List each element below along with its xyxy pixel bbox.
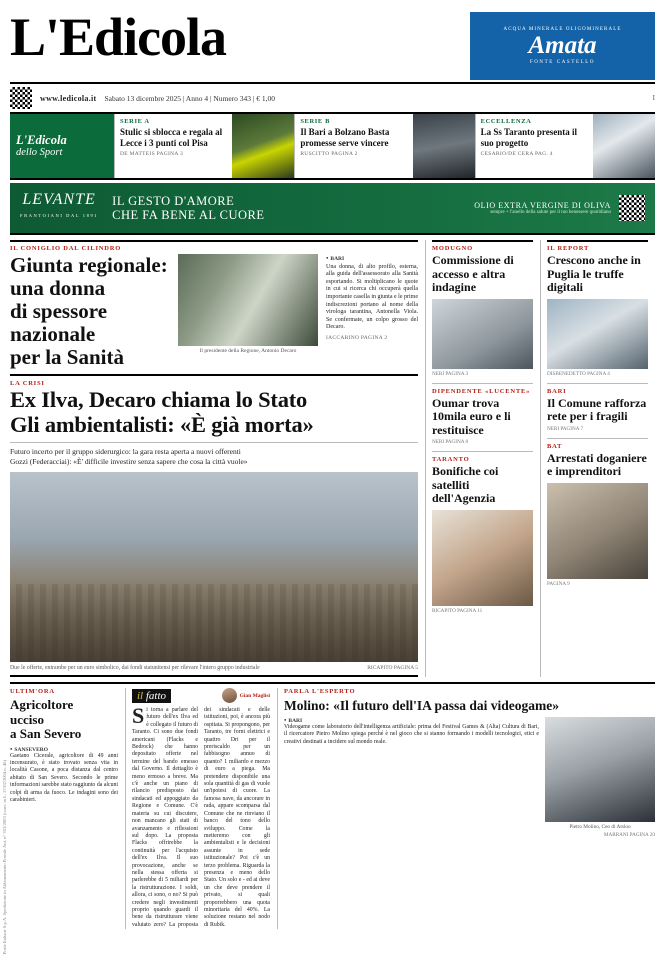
comment-logo-prefix: il: [137, 689, 144, 702]
mid-headline[interactable]: Bonifiche coi satelliti dell'Agenzia: [432, 464, 499, 505]
expert-headline[interactable]: Molino: «Il futuro dell'IA passa dai videogame»: [284, 698, 560, 713]
sport-headline[interactable]: Stulic si sblocca e regala al Lecce i 3 punti col Pisa: [120, 127, 223, 148]
lead-kicker: IL CONIGLIO DAL CILINDRO: [10, 245, 122, 252]
masthead: [10, 0, 655, 80]
ad-slogan-line2: CHE FA BENE AL CUORE: [112, 208, 265, 222]
crisis-article: [10, 374, 418, 677]
expert-article: [277, 688, 655, 929]
expert-figure: [545, 717, 655, 838]
expert-body-wrap: [284, 717, 655, 838]
ad-top-text: ACQUA MINERALE OLIGOMINERALE: [503, 27, 622, 32]
mid-article-2[interactable]: [432, 383, 533, 446]
lead-headline-line4: nazionale: [10, 322, 96, 346]
sport-item[interactable]: [114, 114, 294, 178]
mid-article-1[interactable]: [432, 240, 533, 377]
mid-kicker: TARANTO: [432, 456, 470, 463]
comment-article: [125, 688, 270, 929]
sport-byline: CESARIO/DE CERA PAG. 4: [480, 151, 553, 157]
sport-item-text: [295, 114, 412, 178]
lead-page-ref: IACCARINO PAGINA 2: [326, 334, 388, 341]
comment-author[interactable]: [222, 688, 270, 703]
crisis-subhead: [10, 442, 418, 467]
crisis-subhead-line2: Gozzi (Federacciai): «È' difficile investire senza sapere che cosa la città vuole»: [10, 457, 248, 466]
sport-photo: [593, 114, 655, 178]
ad-qr-code-icon[interactable]: [619, 195, 645, 221]
crisis-headline-line2: Gli ambientalisti: «È già morta»: [10, 412, 314, 437]
mid-column: [425, 240, 533, 677]
lead-paragraph: Una donna, di alto profilo, esterna, alla guida dell'assessorato alla Sanità esportando. Si moltiplicano le quote in cui si ricerca chi occuperà quella importante casella in giunta e le prime indiscrezioni portano al nome della virologa tarantina, Antonella Viola. Se confermate, un colpo grosso del Decaro.: [326, 263, 418, 331]
ad-product: OLIO EXTRA VERGINE DI OLIVA: [474, 201, 611, 210]
ad-slogan-line1: IL GESTO D'AMORE: [112, 194, 235, 208]
lead-body: [10, 254, 418, 369]
right-byline: DISBENEDETTO PAGINA 4: [547, 370, 610, 377]
dateline: Sabato 13 dicembre 2025 | Anno 4 | Numero 343 | € 1,00: [104, 93, 276, 103]
lead-headline-line2: una donna: [10, 276, 106, 300]
breaking-kicker: ULTIM'ORA: [10, 688, 55, 695]
expert-text: [284, 717, 539, 838]
ad-brand-sub: FRANTOIANI DAL 1891: [20, 213, 99, 218]
lead-headline-line5: per la Sanità: [10, 345, 124, 369]
sport-byline: DE MATTEIS PAGINA 3: [120, 151, 184, 157]
mid-byline: NERI PAGINA 8: [432, 439, 469, 445]
breaking-headline[interactable]: [10, 698, 118, 742]
ad-right-text: [474, 201, 611, 215]
masthead-logo-box: [10, 8, 470, 66]
website-url[interactable]: www.ledicola.it: [40, 93, 97, 103]
comment-header: [132, 688, 270, 703]
ad-product-note: sempre + l'anello della salute per il tuo benessere quotidiano: [490, 210, 611, 215]
avatar: [222, 688, 237, 703]
mid-byline: NERI PAGINA 3: [432, 370, 469, 377]
right-article-3[interactable]: [547, 438, 648, 587]
sport-item-text: [476, 114, 593, 178]
sport-headline[interactable]: La Ss Taranto presenta il suo progetto: [480, 127, 578, 148]
expert-byline: MARRANI PAGINA 20: [603, 832, 655, 838]
expert-body: Videogame come laboratorio dell'intelligenza artificiale: prima del Festival Games & (Alta) Cultura di Bari, il ricercatore Pietro Molino spiega perché è nel gioco che si stanno formando i modelli tecnologici, etici e creativi destinati a incidere sul mondo reale.: [284, 724, 539, 745]
lead-figure: [178, 254, 318, 369]
breaking-body: Gaetano Cicerale, agricoltore di 49 anni incensurato, è stato trovato senza vita in località Casone, a poca distanza dal centro abitato di San Severo. Secondo le prime informazioni sarebbe stato raggiunto da alcuni colpi di arma da fuoco. Le indagini sono dei carabinieri.: [10, 752, 118, 803]
crisis-signature-page: PAGINA 5: [393, 665, 418, 671]
masthead-note: I: [652, 94, 655, 102]
right-photo: [547, 299, 648, 369]
sport-item-text: [115, 114, 232, 178]
lead-text: [326, 254, 418, 369]
mid-byline: RICAPITO PAGINA 11: [432, 607, 483, 614]
comment-logo-word: fatto: [145, 689, 167, 702]
sport-kicker: ECCELLENZA: [480, 118, 532, 125]
comment-body: Si torna a parlare del futuro dell'ex Ilva ed è collegato il futuro di Taranto. Ci sono due fondi americani (Flacks e Bedrock) che hanno depositato offerte nel termine del bando emesso dal Governo. Il dettaglio è meno ermoso a breve. Ma c'è anche un piano di rilancio predisposto dai sindacati ed appoggiato da Regione e Comune. C'è materia su cui discutere, non mancano gli stati di avanzamento e riflessioni sul dopo. La proposta Flacks offrirebbe la continuità per l'acquisto dell'ex Ilva. Il suo provocazione, anche se nella stessa offerta si parlerebbe di 5 miliardi per la ristrutturazione. I soldi, allora, ci sono, o no? Si può credere negli investimenti proprio quando guardi il bene da ristrutturare viene valutato zero? La proposta dei sindacati e delle istituzioni, poi, è ancora più ospitata. Si propongono, per Taranto, tre forni elettrici e quattro Dri per il preriscaldo per un fabbisogno annuo di quanto? 1 miliardo e mezzo di euro a piega. Ma pretendere disponibile una sola quantità di gas di vuole un'ipotesi di cuore. La famosa nave, da ancorare in rada, appare scomparsa dal Comune che ne rinviano il banco del tono dello sviluppo. Come la metteremo con gli ambientalisti e le decisioni assunte in sede istituzionale? Poi c'è un terzo problema. Riguarda la presenza e meno dello Stato. Un solo e - ed ai deve un che deve prendere il privato, si quali proporrebbero una quota minoritaria del 40%. La soluzione restano nel nodo di Rubik.: [132, 703, 270, 928]
sport-item[interactable]: [475, 114, 655, 178]
lead-headline-line1: Giunta regionale:: [10, 253, 168, 277]
right-column: [540, 240, 648, 677]
mid-headline[interactable]: Commissione di accesso e altra indagine: [432, 253, 514, 294]
sport-photo: [232, 114, 294, 178]
sport-item[interactable]: [294, 114, 474, 178]
breaking-news-article[interactable]: [10, 688, 118, 929]
right-byline: NERI PAGINA 7: [547, 425, 584, 432]
comment-logo[interactable]: [132, 689, 171, 703]
breaking-headline-line1: Agricoltore: [10, 697, 74, 712]
bottom-section: [10, 682, 655, 929]
right-article-2[interactable]: [547, 383, 648, 432]
crisis-signature-name: RICAPITO: [367, 665, 393, 671]
right-headline[interactable]: Arrestati doganiere e imprenditori: [547, 450, 647, 478]
legal-spine-text: Poste Italiane S.p.A. Spedizione in Abbonamento Postale Aut. n° 353/2003 (conv. in L. 27/02/2004 n. 46): [2, 759, 7, 954]
masthead-info-bar: [10, 84, 655, 114]
right-kicker: IL REPORT: [547, 245, 590, 252]
sport-brand-line2: dello Sport: [16, 146, 63, 158]
lead-headline[interactable]: [10, 254, 170, 369]
sport-strip: [10, 114, 655, 180]
comment-author-name: Gian Maglisi: [239, 692, 270, 699]
lead-article: [10, 240, 418, 369]
qr-code-icon[interactable]: [10, 87, 32, 109]
crisis-headline-line1: Ex Ilva, Decaro chiama lo Stato: [10, 387, 308, 412]
ad-brand-name: LEVANTE: [22, 191, 96, 208]
lead-headline-line3: di spessore: [10, 299, 108, 323]
advertisement-amata[interactable]: [470, 12, 655, 80]
main-column: [10, 240, 418, 677]
expert-photo: [545, 717, 655, 822]
expert-kicker: PARLA L'ESPERTO: [284, 688, 356, 695]
right-byline: PAGINA 9: [547, 580, 570, 587]
mid-kicker: MODUGNO: [432, 245, 473, 252]
crisis-kicker: LA CRISI: [10, 380, 45, 387]
mid-headline[interactable]: Oumar trova 10mila euro e li restituisce: [432, 395, 511, 437]
crisis-caption-bar: [10, 665, 418, 677]
right-photo: [547, 483, 648, 579]
newspaper-logo: L'Edicola: [10, 7, 227, 67]
lead-photo: [178, 254, 318, 346]
sport-kicker: SERIE A: [120, 118, 150, 125]
breaking-headline-line3: a San Severo: [10, 726, 82, 741]
right-headline[interactable]: Il Comune rafforza rete per i fragili: [547, 395, 647, 423]
right-kicker: BARI: [547, 387, 567, 395]
right-kicker: BAT: [547, 442, 563, 450]
crisis-headline[interactable]: [10, 387, 418, 437]
mid-photo: [432, 510, 533, 606]
crisis-subhead-line1: Futuro incerto per il gruppo siderurgico: la gara resta aperta a nuovi offerenti: [10, 447, 241, 456]
lead-geo-tag: ● BARI: [326, 254, 418, 264]
sport-headline[interactable]: Il Bari a Bolzano Basta promesse serve vincere: [300, 127, 390, 148]
expert-photo-caption: Pietro Molino, Ceo di Atsloo: [569, 824, 631, 830]
right-article-1[interactable]: [547, 240, 648, 377]
breaking-headline-line2: ucciso: [10, 711, 44, 727]
lead-photo-caption: Il presidente della Regione, Antonio Decaro: [199, 348, 297, 354]
sport-brand-line1: L'Edicola: [16, 132, 67, 147]
ad-brand-name: Amata: [528, 32, 597, 59]
ad-bottom-text: FONTE CASTELLO: [529, 60, 596, 65]
sport-brand[interactable]: [10, 114, 114, 178]
breaking-geo-tag: ● SANSEVERO: [10, 746, 118, 753]
expert-geo-tag: ● BARI: [284, 717, 539, 724]
main-grid: [10, 235, 655, 677]
right-headline[interactable]: Crescono anche in Puglia le truffe digitali: [547, 253, 641, 294]
sport-photo: [413, 114, 475, 178]
crisis-photo-caption: Due le offerte, entrambe per un euro simbolico, dai fondi statunitensi per rilevare l'intero gruppo industriale: [10, 665, 260, 671]
crisis-photo: [10, 472, 418, 662]
ad-brand: [20, 192, 98, 224]
sport-kicker: SERIE B: [300, 118, 330, 125]
ad-slogan: [112, 194, 264, 222]
mid-photo: [432, 299, 533, 369]
mid-kicker: DIPENDENTE «LUCENTE»: [432, 387, 531, 395]
crisis-signature: [367, 665, 418, 671]
sport-byline: RUSCITTO PAGINA 2: [300, 151, 358, 157]
advertisement-levante[interactable]: [10, 183, 655, 235]
mid-article-3[interactable]: [432, 451, 533, 614]
